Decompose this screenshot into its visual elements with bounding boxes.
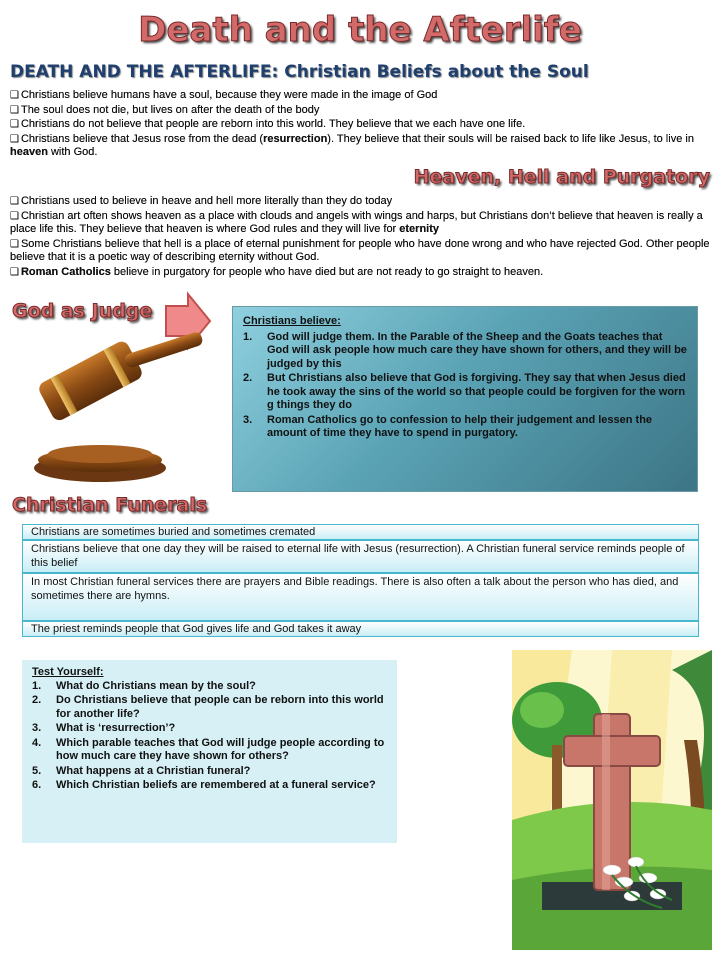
box-heading: Christians believe:: [243, 315, 341, 327]
checkbox-bullet-icon: ❑: [10, 266, 19, 278]
list-item: 3. What is ‘resurrection’?: [32, 722, 176, 734]
checkbox-bullet-icon: ❑: [10, 90, 19, 101]
checkbox-bullet-icon: ❑: [10, 119, 19, 130]
test-yourself-box: [22, 660, 397, 843]
checkbox-bullet-icon: ❑: [10, 133, 19, 145]
list-item: 1. What do Christians mean by the soul?: [32, 679, 256, 692]
list-item: 2. But Christians also believe that God is forgiving. They say that when Jesus died he took away the sins of the world so that people could be forgiven for the worn g things they do: [243, 372, 686, 411]
checkbox-bullet-icon: ❑: [10, 104, 19, 116]
list-item: ❑ Christians believe humans have a soul, because they were made in the image of God: [10, 89, 438, 101]
list-item: ❑ Christians used to believe in heave and hell more literally than they do today: [10, 195, 393, 207]
checkbox-bullet-icon: ❑: [10, 238, 19, 250]
checkbox-bullet-icon: ❑: [10, 196, 19, 207]
belief-list: [243, 331, 687, 441]
list-item: 6. Which Christian beliefs are remembered at a funeral service?: [32, 779, 376, 791]
question-list: [32, 680, 387, 793]
funerals-table: [22, 524, 699, 637]
test-heading: Test Yourself:: [32, 666, 104, 678]
page-title: Death and the Afterlife: [138, 10, 582, 50]
soul-heading: DEATH AND THE AFTERLIFE: Christian Beliefs about the Soul: [10, 62, 589, 82]
heaven-heading: Heaven, Hell and Purgatory: [413, 166, 710, 188]
list-item: 1. God will judge them. In the Parable of the Sheep and the Goats teaches that God will ask people how much care they have shown for others, and they will be judged by this: [243, 330, 687, 370]
list-item: ❑ Christian art often shows heaven as a place with clouds and angels with wings and harps, but Christians don’t believe that heaven is really a place life this. They believe that heaven is where God rules and they will live for eternity: [10, 209, 703, 235]
list-item: 2. Do Christians believe that people can be reborn into this world for another life?: [32, 694, 384, 720]
heaven-bullets: [10, 195, 710, 280]
gavel-icon: [20, 320, 220, 490]
list-item: ❑ Roman Catholics believe in purgatory for people who have died but are not ready to go straight to heaven.: [10, 265, 544, 278]
judge-heading: God as Judge: [12, 300, 153, 322]
soul-bullets: [10, 89, 710, 161]
list-item: ❑ The soul does not die, but lives on after the death of the body: [10, 103, 320, 116]
table-row: In most Christian funeral services there are prayers and Bible readings. There is also often a talk about the person who has died, and sometimes there are hymns.: [22, 573, 699, 621]
christians-believe-box: [232, 306, 698, 492]
funerals-heading: Christian Funerals: [12, 494, 208, 516]
list-item: 3. Roman Catholics go to confession to help their judgement and lessen the amount of time they have to spend in purgatory.: [243, 413, 653, 439]
list-item: 4. Which parable teaches that God will judge people according to how much care they have shown for others?: [32, 736, 385, 762]
list-item: ❑ Some Christians believe that hell is a place of eternal punishment for people who have done wrong and who have rejected God. Other people believe that it is a poetic way of describing eternity without God.: [10, 237, 710, 263]
gravestone-cross-icon: [512, 650, 712, 950]
list-item: ❑ Christians believe that Jesus rose from the dead (resurrection). They believe that their souls will be raised back to life like Jesus, to live in heaven with God.: [10, 132, 694, 158]
checkbox-bullet-icon: ❑: [10, 210, 19, 222]
table-row: The priest reminds people that God gives life and God takes it away: [22, 621, 699, 637]
table-row: Christians are sometimes buried and sometimes cremated: [22, 524, 699, 540]
table-row: Christians believe that one day they will be raised to eternal life with Jesus (resurrection). A Christian funeral service reminds people of this belief: [22, 540, 699, 573]
list-item: ❑ Christians do not believe that people are reborn into this world. They believe that we each have one life.: [10, 118, 526, 130]
list-item: 5. What happens at a Christian funeral?: [32, 764, 251, 777]
